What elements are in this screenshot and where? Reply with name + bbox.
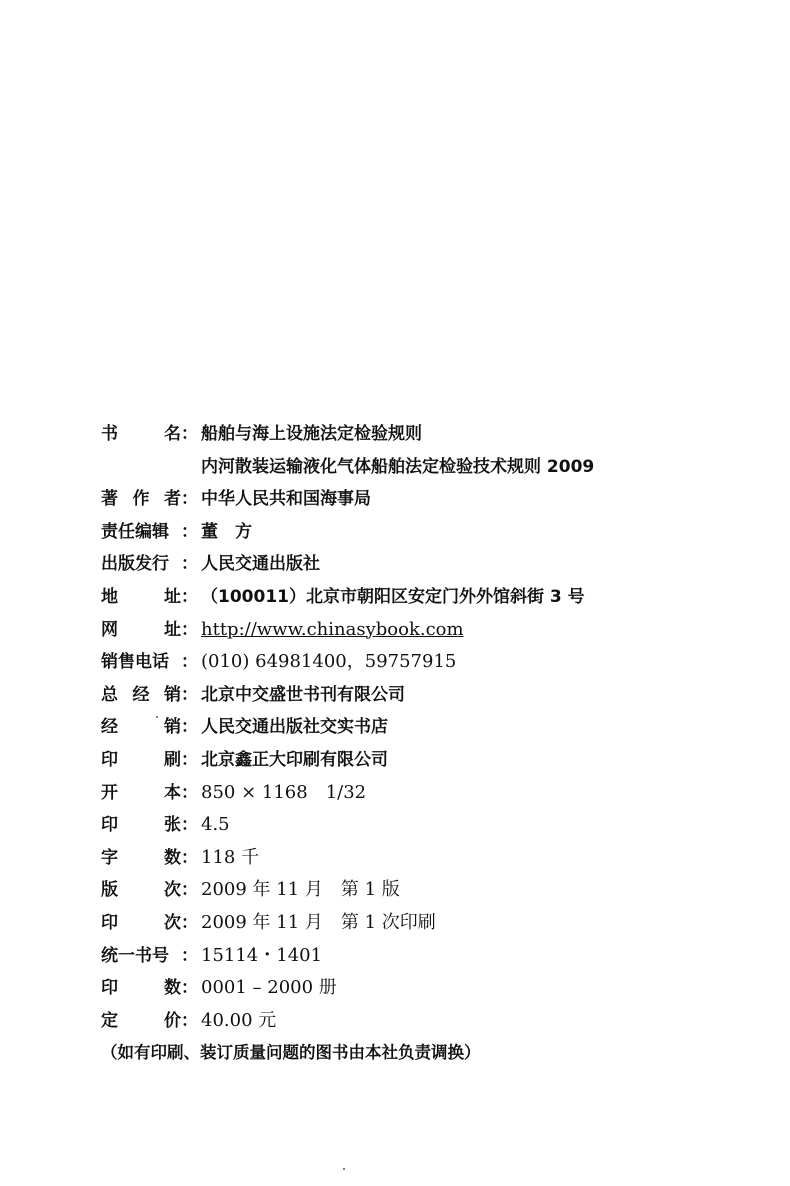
colophon xyxy=(101,418,761,1070)
dealer-row xyxy=(101,711,761,744)
editor-row xyxy=(101,516,761,549)
print-run-row xyxy=(101,972,761,1005)
words-label-char: 字 xyxy=(101,847,118,868)
price-label xyxy=(101,1005,181,1038)
author-value: 中华人民共和国海事局 xyxy=(201,489,371,510)
dealer-label-char: 销 xyxy=(164,717,181,738)
address-label xyxy=(101,581,181,614)
edition-label xyxy=(101,874,181,907)
print-speck xyxy=(156,716,158,718)
sheets-label-char: 张 xyxy=(164,815,181,836)
dealer-value: 人民交通出版社交实书店 xyxy=(201,717,388,738)
colon: ： xyxy=(181,945,198,966)
sheets-label-char: 印 xyxy=(101,815,118,836)
title-label xyxy=(101,418,181,451)
title-row-2 xyxy=(101,451,761,484)
address-label-char: 址 xyxy=(164,586,181,607)
colon: ： xyxy=(181,489,198,510)
colon: ： xyxy=(181,847,198,868)
distributor-label-char: 总 xyxy=(101,684,118,705)
printer-value: 北京鑫正大印刷有限公司 xyxy=(201,749,388,770)
editor-value: 董 方 xyxy=(201,521,252,542)
format-label-char: 开 xyxy=(101,782,118,803)
website-label-char: 址 xyxy=(164,619,181,640)
price-value: 40.00 元 xyxy=(201,1009,277,1031)
words-label-char: 数 xyxy=(164,847,181,868)
address-value: （100011）北京市朝阳区安定门外外馆斜街 3 号 xyxy=(201,586,585,607)
edition-label-char: 次 xyxy=(164,880,181,901)
colon: ： xyxy=(181,1010,198,1031)
colon: ： xyxy=(181,815,198,836)
format-value: 850 × 1168 1/32 xyxy=(201,781,367,803)
words-label xyxy=(101,842,181,875)
quality-note: （如有印刷、装订质量问题的图书由本社负责调换） xyxy=(101,1043,481,1063)
distributor-label-char: 销 xyxy=(164,684,181,705)
printer-row xyxy=(101,744,761,777)
editor-label: 责任编辑 xyxy=(101,521,169,542)
publisher-row xyxy=(101,548,761,581)
words-row xyxy=(101,842,761,875)
colon: ： xyxy=(181,554,198,575)
colon: ： xyxy=(181,749,198,770)
dealer-label-char: 经 xyxy=(101,717,118,738)
colon: ： xyxy=(181,782,198,803)
print-run-label-char: 印 xyxy=(101,978,118,999)
title-label-char: 名 xyxy=(164,424,181,444)
publisher-label: 出版发行 xyxy=(101,554,169,575)
website-link[interactable]: http://www.chinasybook.com xyxy=(201,618,464,640)
price-label-char: 定 xyxy=(101,1010,118,1031)
colon: ： xyxy=(181,684,198,705)
print-run-label-char: 数 xyxy=(164,978,181,999)
edition-value: 2009 年 11 月 第 1 版 xyxy=(201,879,400,901)
author-label-char: 著 xyxy=(101,489,118,510)
format-row xyxy=(101,777,761,810)
printing-label-char: 次 xyxy=(164,912,181,933)
colon: ： xyxy=(181,424,198,444)
distributor-label-char: 经 xyxy=(132,684,150,705)
author-label xyxy=(101,483,181,516)
colon: ： xyxy=(181,652,198,673)
book-title-line2: 内河散装运输液化气体船舶法定检验技术规则 2009 xyxy=(201,456,595,477)
colon: ： xyxy=(181,619,198,640)
isbn-value: 15114・1401 xyxy=(201,944,323,966)
printing-label xyxy=(101,907,181,940)
sheets-row xyxy=(101,809,761,842)
title-label-char: 书 xyxy=(101,424,118,444)
format-label xyxy=(101,777,181,810)
distributor-row xyxy=(101,679,761,712)
isbn-row xyxy=(101,940,761,973)
title-row xyxy=(101,418,761,451)
website-label-char: 网 xyxy=(101,619,118,640)
book-title-line1: 船舶与海上设施法定检验规则 xyxy=(201,424,422,444)
words-value: 118 千 xyxy=(201,846,260,868)
website-label xyxy=(101,614,181,647)
sheets-value: 4.5 xyxy=(201,814,230,836)
distributor-value: 北京中交盛世书刊有限公司 xyxy=(201,684,405,705)
phone-label: 销售电话 xyxy=(101,652,169,673)
price-row xyxy=(101,1005,761,1038)
print-run-value: 0001 – 2000 册 xyxy=(201,977,337,999)
website-row xyxy=(101,614,761,647)
printer-label-char: 刷 xyxy=(164,749,181,770)
distributor-label xyxy=(101,679,181,712)
printer-label xyxy=(101,744,181,777)
format-label-char: 本 xyxy=(164,782,181,803)
edition-row xyxy=(101,874,761,907)
isbn-label: 统一书号 xyxy=(101,945,169,966)
colon: ： xyxy=(181,978,198,999)
sheets-label xyxy=(101,809,181,842)
phone-row xyxy=(101,646,761,679)
dealer-label xyxy=(101,711,181,744)
price-label-char: 价 xyxy=(164,1010,181,1031)
print-speck xyxy=(343,1168,345,1170)
colon: ： xyxy=(181,717,198,738)
printer-label-char: 印 xyxy=(101,749,118,770)
printing-value: 2009 年 11 月 第 1 次印刷 xyxy=(201,911,436,933)
publisher-value: 人民交通出版社 xyxy=(201,554,320,575)
author-label-char: 作 xyxy=(132,489,150,510)
printing-label-char: 印 xyxy=(101,912,118,933)
printing-row xyxy=(101,907,761,940)
address-label-char: 地 xyxy=(101,586,118,607)
colon: ： xyxy=(181,586,198,607)
phone-value: (010) 64981400，59757915 xyxy=(201,651,457,673)
author-label-char: 者 xyxy=(164,489,181,510)
address-row xyxy=(101,581,761,614)
colon: ： xyxy=(181,521,198,542)
colon: ： xyxy=(181,880,198,901)
print-run-label xyxy=(101,972,181,1005)
colon: ： xyxy=(181,912,198,933)
author-row xyxy=(101,483,761,516)
edition-label-char: 版 xyxy=(101,880,118,901)
